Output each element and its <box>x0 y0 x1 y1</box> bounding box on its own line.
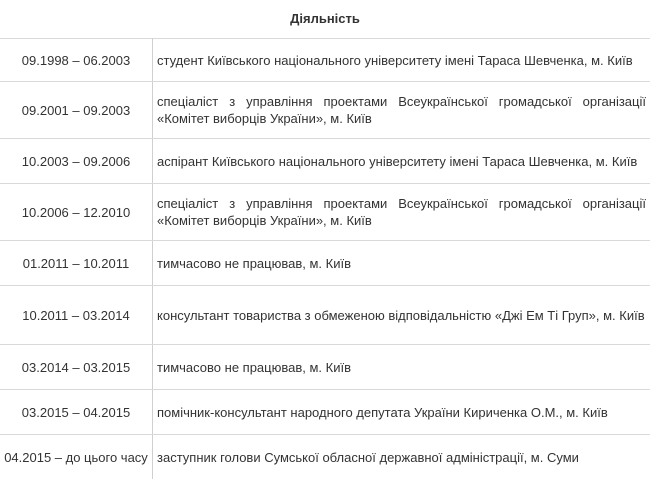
description-cell: аспірант Київського національного університету імені Тараса Шевченка, м. Київ <box>153 139 650 184</box>
table-row <box>0 82 650 139</box>
period-cell: 01.2011 – 10.2011 <box>0 241 153 286</box>
description-cell: заступник голови Сумської обласної державної адміністрації, м. Суми <box>153 435 650 479</box>
table-row <box>0 39 650 82</box>
period-cell: 10.2003 – 09.2006 <box>0 139 153 184</box>
period-cell: 03.2015 – 04.2015 <box>0 390 153 435</box>
table-row <box>0 241 650 286</box>
table-row <box>0 184 650 241</box>
table-row <box>0 390 650 435</box>
table-row <box>0 139 650 184</box>
activity-table <box>0 38 650 479</box>
period-cell: 10.2006 – 12.2010 <box>0 184 153 241</box>
period-cell: 10.2011 – 03.2014 <box>0 286 153 345</box>
table-title: Діяльність <box>290 11 360 26</box>
period-cell: 09.2001 – 09.2003 <box>0 82 153 139</box>
period-cell: 09.1998 – 06.2003 <box>0 39 153 82</box>
description-cell: студент Київського національного університету імені Тараса Шевченка, м. Київ <box>153 39 650 82</box>
description-cell: спеціаліст з управління проектами Всеукраїнської громадської організації «Комітет виборців України», м. Київ <box>153 82 650 139</box>
period-cell: 03.2014 – 03.2015 <box>0 345 153 390</box>
period-cell: 04.2015 – до цього часу <box>0 435 153 479</box>
description-cell: тимчасово не працював, м. Київ <box>153 345 650 390</box>
table-row <box>0 286 650 345</box>
description-cell: спеціаліст з управління проектами Всеукраїнської громадської організації «Комітет виборців України», м. Київ <box>153 184 650 241</box>
description-cell: консультант товариства з обмеженою відповідальністю «Джі Ем Ті Груп», м. Київ <box>153 286 650 345</box>
description-cell: тимчасово не працював, м. Київ <box>153 241 650 286</box>
description-cell: помічник-консультант народного депутата України Кириченка О.М., м. Київ <box>153 390 650 435</box>
table-row <box>0 435 650 479</box>
table-row <box>0 345 650 390</box>
